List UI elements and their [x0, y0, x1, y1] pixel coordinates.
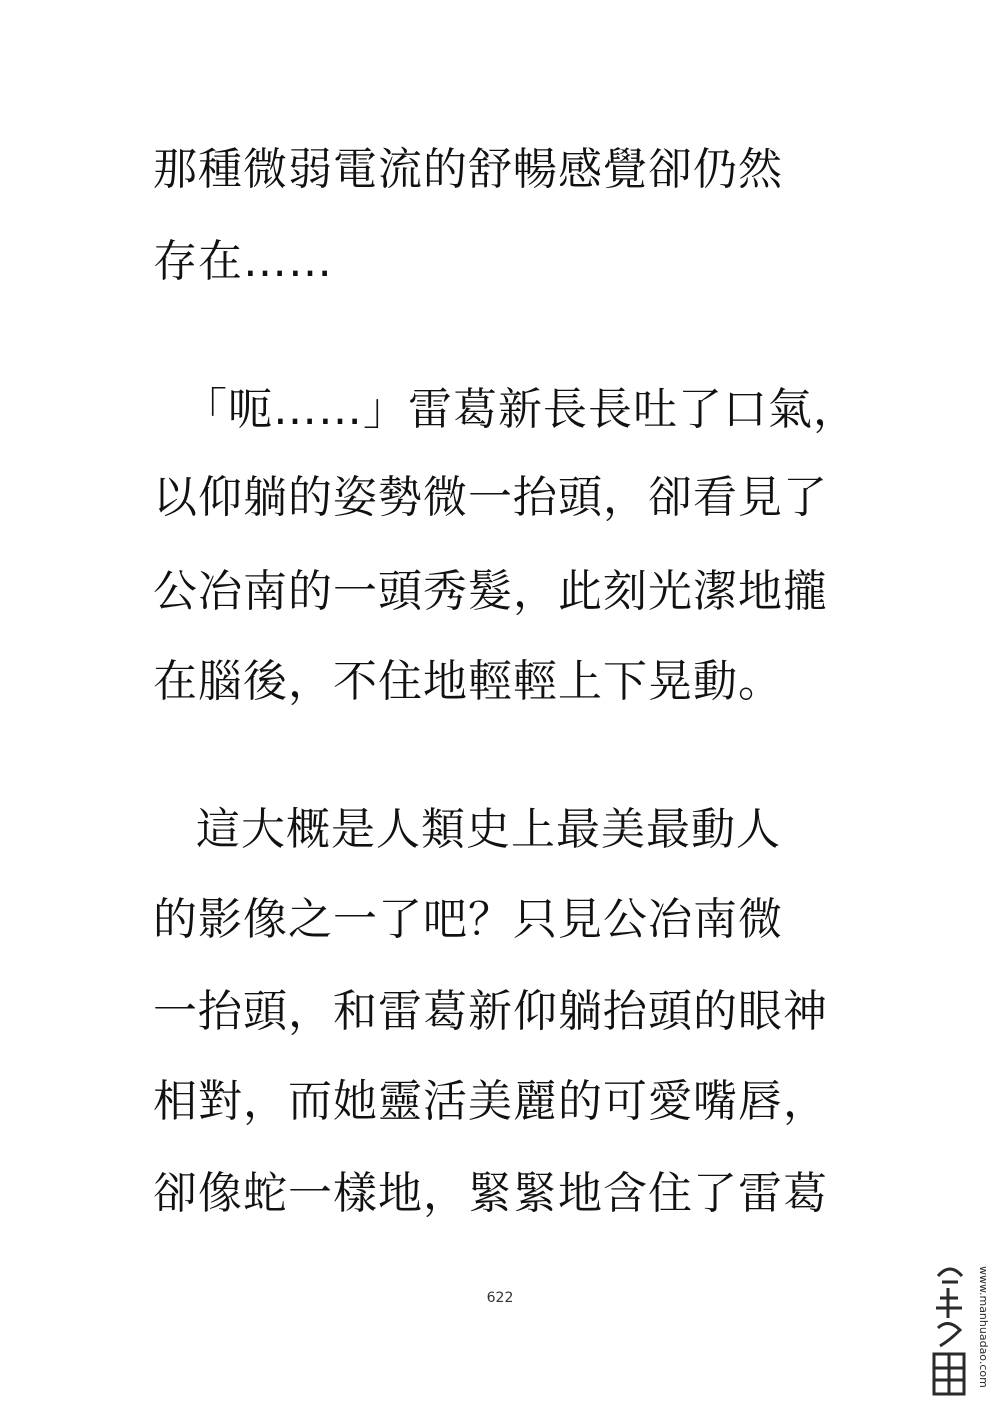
svg-text:www.manhuadao.com: www.manhuadao.com [977, 1266, 990, 1388]
text-line: 這大概是人類史上最美最動人 [196, 804, 781, 855]
manhua-logo-icon [928, 1258, 990, 1404]
text-line: 「呃……」雷葛新長長吐了口氣， [183, 384, 858, 435]
page-number: 622 [486, 1290, 514, 1306]
text-line: 以仰躺的姿勢微一抬頭，卻看見了 [153, 472, 828, 523]
text-line: 在腦後，不住地輕輕上下晃動。 [153, 656, 783, 707]
text-line: 一抬頭，和雷葛新仰躺抬頭的眼神 [153, 986, 828, 1037]
text-line: 公冶南的一頭秀髮，此刻光潔地攏 [153, 566, 828, 617]
text-line: 存在…… [153, 236, 333, 287]
text-line: 那種微弱電流的舒暢感覺卻仍然 [153, 144, 783, 195]
text-line: 卻像蛇一樣地，緊緊地含住了雷葛 [153, 1168, 828, 1219]
text-line: 相對，而她靈活美麗的可愛嘴唇， [153, 1076, 828, 1127]
text-line: 的影像之一了吧？只見公冶南微 [153, 894, 783, 945]
